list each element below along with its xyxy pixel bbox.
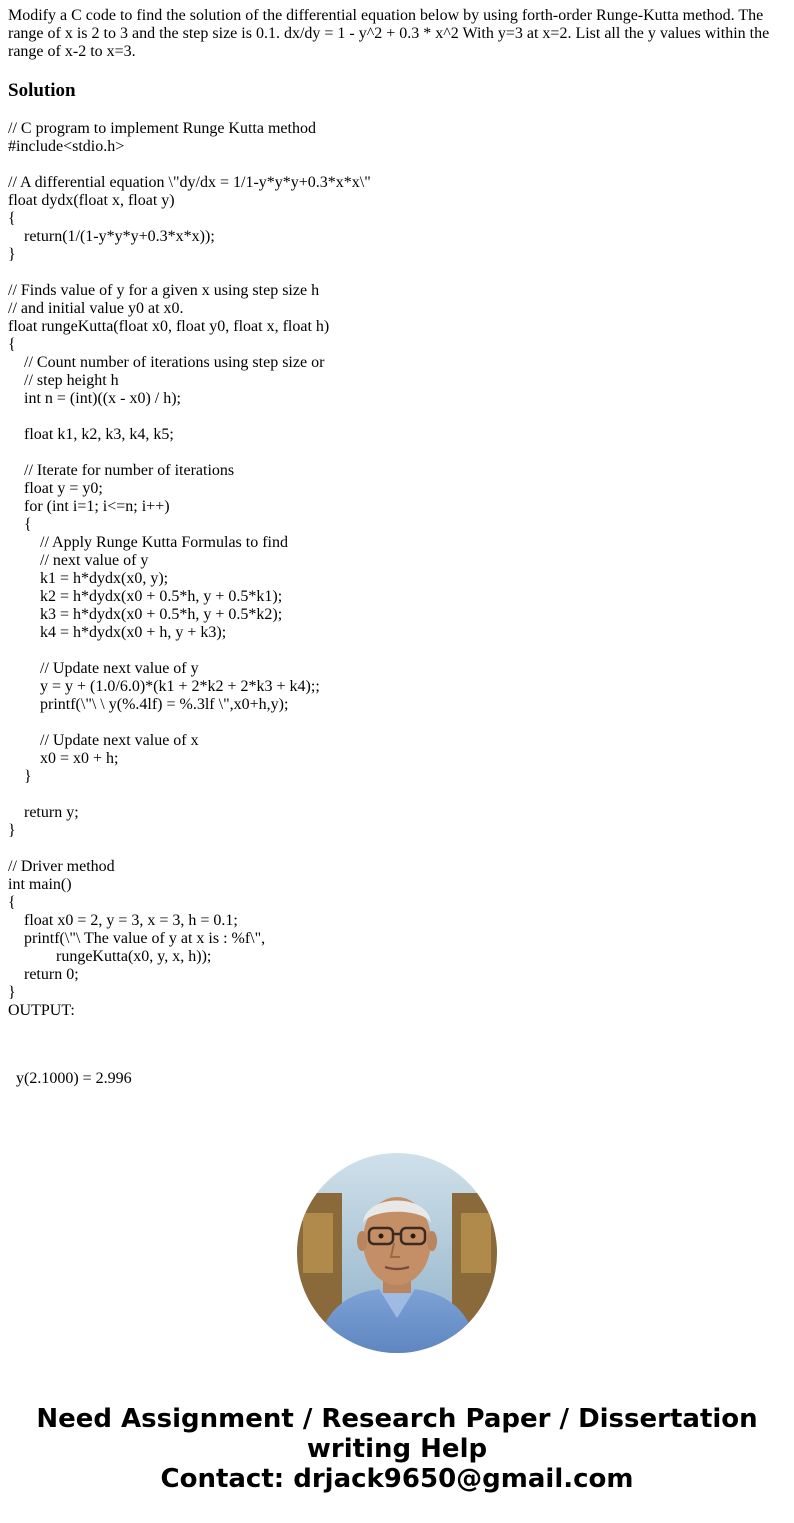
code-line: int n = (int)((x - x0) / h); xyxy=(8,390,181,407)
code-line: float rungeKutta(float x0, float y0, float x, float h) xyxy=(8,318,330,335)
code-line: rungeKutta(x0, y, x, h)); xyxy=(8,948,212,965)
promo-contact: Contact: drjack9650@gmail.com xyxy=(160,1464,634,1494)
code-line: } xyxy=(8,768,32,785)
code-line: float x0 = 2, y = 3, x = 3, h = 0.1; xyxy=(8,912,238,929)
code-line: // step height h xyxy=(8,372,119,389)
code-line: k4 = h*dydx(x0 + h, y + k3); xyxy=(8,624,227,641)
code-line: int main() xyxy=(8,876,72,893)
output-label: OUTPUT: xyxy=(8,1002,75,1019)
solution-heading: Solution xyxy=(8,80,76,101)
promo-banner xyxy=(0,1404,794,1494)
code-line: k1 = h*dydx(x0, y); xyxy=(8,570,169,587)
code-line: printf(\"\ The value of y at x is : %f\", xyxy=(8,930,266,947)
code-line: // next value of y xyxy=(8,552,149,569)
code-line: return 0; xyxy=(8,966,79,983)
code-line xyxy=(8,786,371,804)
code-line xyxy=(8,840,371,858)
code-line: k2 = h*dydx(x0 + 0.5*h, y + 0.5*k1); xyxy=(8,588,283,605)
code-line: { xyxy=(8,210,16,227)
code-line: { xyxy=(8,894,16,911)
author-photo-icon xyxy=(297,1153,497,1353)
code-line: // and initial value y0 at x0. xyxy=(8,300,184,317)
code-line: // Update next value of x xyxy=(8,732,199,749)
code-line xyxy=(8,714,371,732)
code-line: printf(\"\ \ y(%.4lf) = %.3lf \",x0+h,y); xyxy=(8,696,289,713)
output-value: y(2.1000) = 2.996 xyxy=(8,1070,132,1087)
code-line xyxy=(8,156,371,174)
code-line: } xyxy=(8,246,16,263)
code-line: // Driver method xyxy=(8,858,115,875)
code-line: // Finds value of y for a given x using step size h xyxy=(8,282,320,299)
code-line: // Update next value of y xyxy=(8,660,199,677)
code-line: // Count number of iterations using step size or xyxy=(8,354,325,371)
code-line: float dydx(float x, float y) xyxy=(8,192,175,209)
code-line: for (int i=1; i<=n; i++) xyxy=(8,498,170,515)
code-line xyxy=(8,408,371,426)
code-line: #include<stdio.h> xyxy=(8,138,125,155)
promo-line-2: writing Help xyxy=(306,1434,488,1464)
code-line xyxy=(8,264,371,282)
code-line: // A differential equation \"dy/dx = 1/1-y*y*y+0.3*x*x\" xyxy=(8,174,371,191)
code-line: x0 = x0 + h; xyxy=(8,750,119,767)
code-line: { xyxy=(8,336,16,353)
code-line: y = y + (1.0/6.0)*(k1 + 2*k2 + 2*k3 + k4);; xyxy=(8,678,320,695)
promo-line-1: Need Assignment / Research Paper / Dissertation xyxy=(36,1404,758,1434)
code-line: } xyxy=(8,984,16,1001)
code-line: { xyxy=(8,516,32,533)
code-line: // Iterate for number of iterations xyxy=(8,462,235,479)
code-block xyxy=(8,120,371,1002)
code-line: // C program to implement Runge Kutta method xyxy=(8,120,316,137)
code-line: } xyxy=(8,822,16,839)
code-line: float k1, k2, k3, k4, k5; xyxy=(8,426,174,443)
code-line: // Apply Runge Kutta Formulas to find xyxy=(8,534,288,551)
code-line xyxy=(8,444,371,462)
code-line: float y = y0; xyxy=(8,480,103,497)
code-line xyxy=(8,642,371,660)
code-line: return y; xyxy=(8,804,79,821)
code-line: k3 = h*dydx(x0 + 0.5*h, y + 0.5*k2); xyxy=(8,606,283,623)
question-text: Modify a C code to find the solution of the differential equation below by using forth-order Runge-Kutta method. The range of x is 2 to 3 and the step size is 0.1. dx/dy = 1 - y^2 + 0.3 * x^2 With y=3 at x=2. List all the y values within the range of x-2 to x=3. xyxy=(8,7,770,60)
code-line: return(1/(1-y*y*y+0.3*x*x)); xyxy=(8,228,215,245)
